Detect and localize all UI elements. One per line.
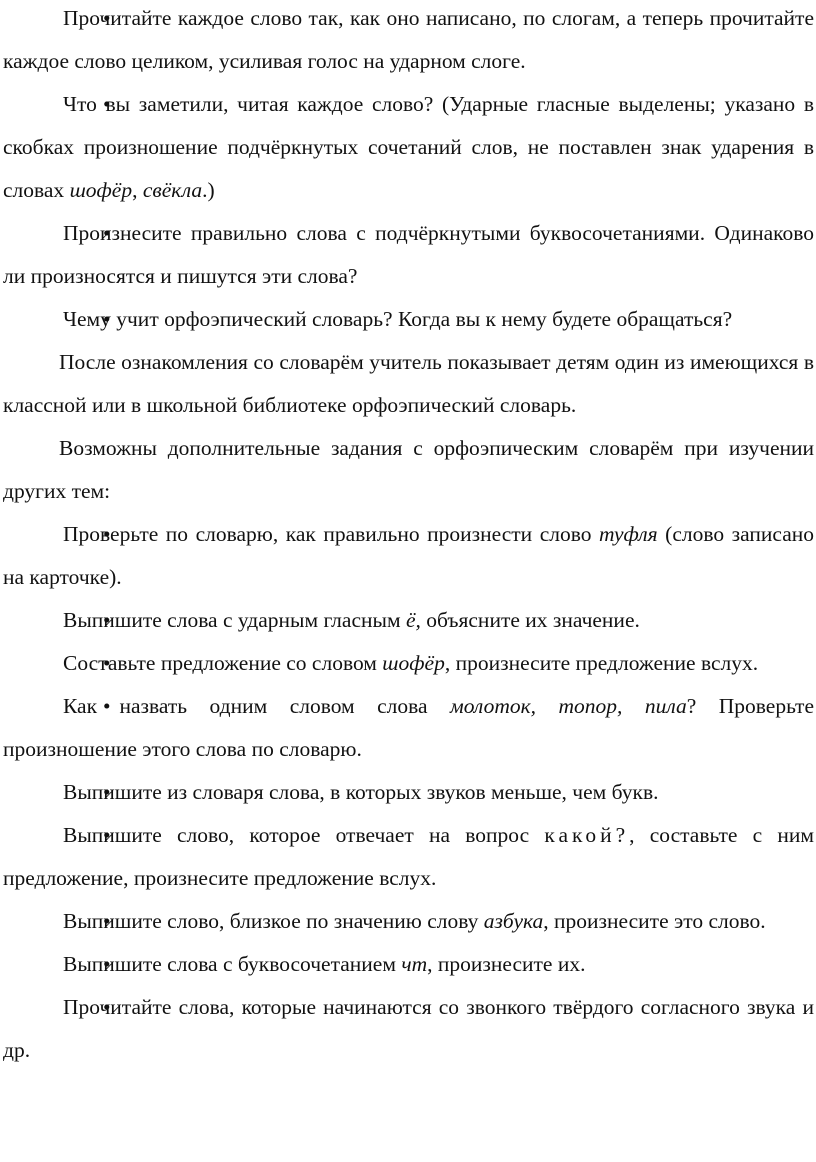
bullet-paragraph <box>3 298 814 341</box>
italic-term: молоток, топор, пила <box>450 694 687 718</box>
bullet-paragraph <box>3 943 814 986</box>
paragraph-text: Проверьте по словарю, как правильно произнести слово <box>63 522 599 546</box>
paragraph-text: Выпишите из словаря слова, в которых звуков меньше, чем букв. <box>63 780 659 804</box>
indented-paragraph <box>3 427 814 513</box>
paragraph-text: Чему учит орфоэпический словарь? Когда вы к нему будете обращаться? <box>63 307 733 331</box>
italic-term: шофёр <box>382 651 445 675</box>
bullet-paragraph <box>3 986 814 1072</box>
paragraph-text: Произнесите правильно слова с подчёркнутыми буквосочетаниями. Одинаково ли произносятся и пишутся эти слова? <box>3 221 814 288</box>
paragraph-text: ? Проверьте произношение этого слова по словарю. <box>3 694 814 761</box>
paragraph-text: После ознакомления со словарём учитель показывает детям один из имеющихся в классной или в школьной библиотеке орфоэпический словарь. <box>3 350 814 417</box>
paragraph-text: , произнесите их. <box>427 952 586 976</box>
bullet-paragraph <box>3 0 814 83</box>
bullet-paragraph <box>3 771 814 814</box>
italic-term: туфля <box>599 522 658 546</box>
paragraph-text: , <box>132 178 143 202</box>
bullet-paragraph <box>3 83 814 212</box>
paragraph-text: , составьте с ним предложение, произнесите предложение вслух. <box>3 823 814 890</box>
bullet-paragraph <box>3 642 814 685</box>
spaced-term: какой? <box>544 823 630 847</box>
paragraph-text: Как назвать одним словом слова <box>63 694 450 718</box>
italic-term: ё, <box>405 608 421 632</box>
bullet-paragraph <box>3 814 814 900</box>
paragraph-text: , произнесите это слово. <box>543 909 766 933</box>
indented-paragraph <box>3 341 814 427</box>
paragraph-text: Что вы заметили, читая каждое слово? (Ударные гласные выделены; указано в скобках произношение подчёркнутых сочетаний слов, не поставлен знак ударения в словах <box>3 92 814 202</box>
italic-term: азбука <box>483 909 544 933</box>
paragraph-text: объясните их значение. <box>420 608 640 632</box>
bullet-paragraph <box>3 513 814 599</box>
paragraph-text: Возможны дополнительные задания с орфоэпическим словарём при изучении других тем: <box>3 436 814 503</box>
paragraph-text: (слово записано на карточке). <box>3 522 814 589</box>
bullet-paragraph <box>3 900 814 943</box>
italic-term: шофёр <box>69 178 133 202</box>
paragraph-text: Прочитайте каждое слово так, как оно написано, по слогам, а теперь прочитайте каждое слово целиком, усиливая голос на ударном слоге. <box>3 6 814 73</box>
bullet-paragraph <box>3 685 814 771</box>
bullet-paragraph <box>3 599 814 642</box>
bullet-paragraph <box>3 212 814 298</box>
paragraph-text: Выпишите слово, близкое по значению слову <box>63 909 484 933</box>
paragraph-list <box>3 0 814 1072</box>
paragraph-text: Составьте предложение со словом <box>63 651 383 675</box>
paragraph-text: Прочитайте слова, которые начинаются со звонкого твёрдого согласного звука и др. <box>3 995 814 1062</box>
paragraph-text: .) <box>202 178 215 202</box>
paragraph-text: Выпишите слова с ударным гласным <box>63 608 406 632</box>
paragraph-text: Выпишите слова с буквосочетанием <box>63 952 402 976</box>
paragraph-text: Выпишите слово, которое отвечает на вопрос <box>63 823 545 847</box>
italic-term: свёкла <box>142 178 203 202</box>
italic-term: чт <box>401 952 428 976</box>
paragraph-text: , произнесите предложение вслух. <box>444 651 759 675</box>
